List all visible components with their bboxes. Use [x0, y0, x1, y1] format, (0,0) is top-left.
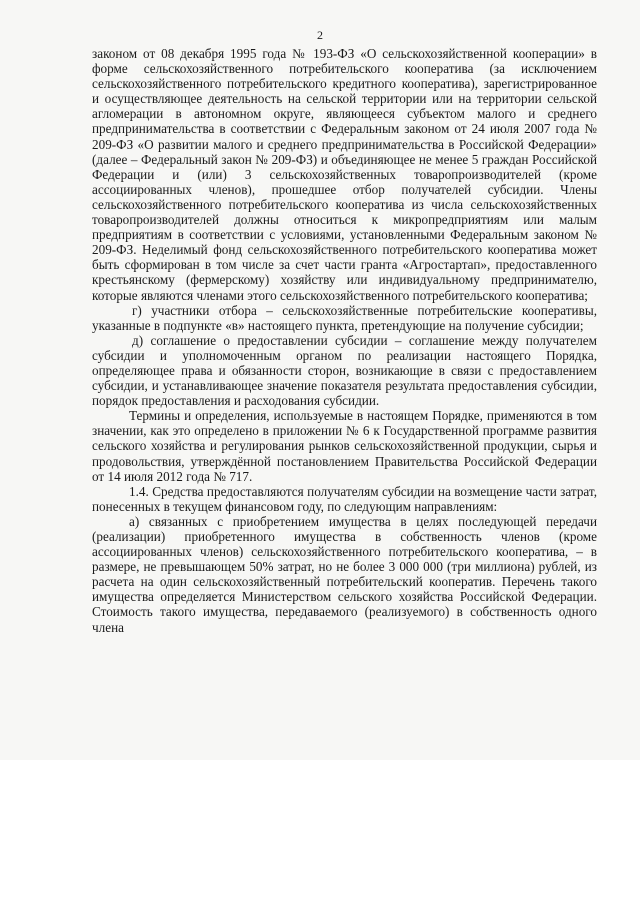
paragraph-selection-participants: г) участники отбора – сельскохозяйственные потребительские кооперативы, указанные в подпункте «в» настоящего пункта, претендующие на получение субсидии;	[92, 302, 597, 333]
blank-area	[0, 760, 640, 905]
paragraph-terms-definitions: Термины и определения, используемые в настоящем Порядке, применяются в том значении, как это определено в приложении № 6 к Государственной программе развития сельского хозяйства и регулирования рынков сельскохозяйственной продукции, сырья и продовольствия, утверждённой постановлением Правительства Российской Федерации от 14 июля 2012 года № 717.	[92, 408, 597, 484]
paragraph-property-acquisition: а) связанных с приобретением имущества в целях последующей передачи (реализации) приобретенного имущества в собственность членов (кроме ассоциированных членов) сельскохозяйственного потребительского кооператива, – в размере, не превышающем 50% затрат, но не более 3 000 000 (три миллиона) рублей, из расчета на один сельскохозяйственный потребительский кооператив. Перечень такого имущества определяется Министерством сельского хозяйства Российской Федерации. Стоимость такого имущества, передаваемого (реализуемого) в собственность одного члена	[92, 513, 597, 635]
paragraph-subsidy-agreement: д) соглашение о предоставлении субсидии – соглашение между получателем субсидии и уполномоченным органом по реализации настоящего Порядка, определяющее права и обязанности сторон, возникающие в связи с предоставлением субсидии, и устанавливающее значение показателя результата предоставления субсидии, порядок предоставления и расходования субсидии.	[92, 332, 597, 409]
paragraph-cooperative-definition: законом от 08 декабря 1995 года № 193-ФЗ «О сельскохозяйственной кооперации» в форме сельскохозяйственного потребительского кооператива (за исключением сельскохозяйственного потребительского кредитного кооператива), зарегистрированное и осуществляющее деятельность на сельской территории или на территории сельской агломерации в автономном округе, являющееся субъектом малого и среднего предпринимательства в соответствии с Федеральным законом от 24 июля 2007 года № 209-ФЗ «О развитии малого и среднего предпринимательства в Российской Федерации» (далее – Федеральный закон № 209-ФЗ) и объединяющее не менее 5 граждан Российской Федерации и (или) 3 сельскохозяйственных товаропроизводителей (кроме ассоциированных членов), прошедшее отбор получателей субсидии. Члены сельскохозяйственного потребительского кооператива из числа сельскохозяйственных товаропроизводителей должны относиться к микропредприятиям или малым предприятиям в соответствии с условиями, установленными Федеральным законом № 209-ФЗ. Неделимый фонд сельскохозяйственного потребительского кооператива может быть сформирован в том числе за счет части гранта «Агростартап», предоставленного крестьянскому (фермерскому) хозяйству или индивидуальному предпринимателю, которые являются членами этого сельскохозяйственного потребительского кооператива;	[92, 46, 597, 303]
document-body	[92, 46, 597, 635]
paragraph-funds-directions: 1.4. Средства предоставляются получателям субсидии на возмещение части затрат, понесенных в текущем финансовом году, по следующим направлениям:	[92, 483, 597, 514]
page-number: 2	[317, 28, 323, 42]
